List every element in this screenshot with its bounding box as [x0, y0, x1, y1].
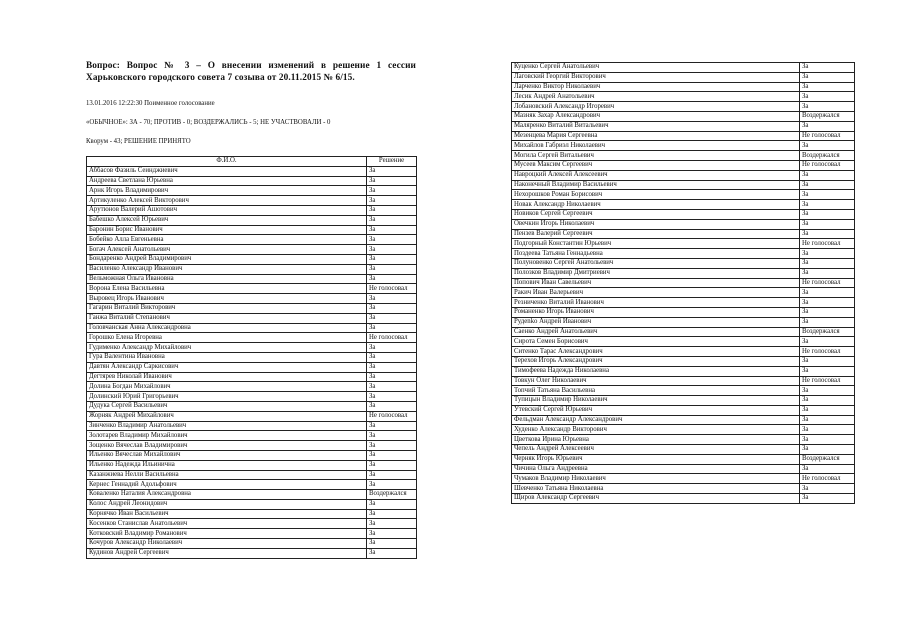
table-row [512, 249, 855, 259]
deputy-name: Зощенко Вячеслав Владимирович [87, 441, 367, 451]
table-row [87, 186, 417, 196]
vote-table-right [511, 62, 855, 504]
vote-decision: За [367, 245, 417, 255]
deputy-name: Зинченко Владимир Анатольевич [87, 421, 367, 431]
table-row [87, 176, 417, 186]
table-row [512, 209, 855, 219]
deputy-name: Арутюнов Валерий Ашотович [87, 205, 367, 215]
table-row [87, 499, 417, 509]
name-column-header: Ф.И.О. [87, 157, 367, 167]
vote-decision: За [800, 494, 855, 504]
table-row [87, 225, 417, 235]
deputy-name: Овечкин Игорь Николаевич [512, 219, 800, 229]
vote-decision: Не голосовал [800, 278, 855, 288]
table-row [87, 441, 417, 451]
vote-decision: За [800, 396, 855, 406]
deputy-name: Попович Иван Савельевич [512, 278, 800, 288]
vote-decision: За [800, 92, 855, 102]
table-row [512, 445, 855, 455]
vote-decision: Не голосовал [800, 131, 855, 141]
vote-decision: За [800, 405, 855, 415]
vote-decision: За [367, 313, 417, 323]
table-row [512, 396, 855, 406]
vote-decision: Не голосовал [800, 160, 855, 170]
deputy-name: Подгорный Константин Юрьевич [512, 239, 800, 249]
deputy-name: Кернес Геннадий Адольфович [87, 480, 367, 490]
deputy-name: Мезенцева Мария Сергеевна [512, 131, 800, 141]
deputy-name: Выровец Игорь Иванович [87, 294, 367, 304]
vote-decision: За [800, 415, 855, 425]
deputy-name: Нехорошков Роман Борисович [512, 190, 800, 200]
deputy-name: Кудинов Андрей Сергеевич [87, 548, 367, 558]
vote-decision: За [367, 431, 417, 441]
deputy-name: Андреева Светлана Юрьевна [87, 176, 367, 186]
table-row [512, 435, 855, 445]
table-row [87, 529, 417, 539]
deputy-name: Худенко Александр Викторович [512, 425, 800, 435]
deputy-name: Гагарин Виталий Викторович [87, 303, 367, 313]
vote-decision: За [367, 343, 417, 353]
table-row [512, 141, 855, 151]
table-row [87, 284, 417, 294]
vote-decision: Не голосовал [800, 239, 855, 249]
vote-decision: За [800, 366, 855, 376]
vote-decision: За [800, 72, 855, 82]
question-title: Вопрос: Вопрос № 3 – О внесении изменений в решение 1 сессии Харьковского городского совета 7 созыва от 20.11.2015 № 6/15. [86, 61, 416, 83]
deputy-name: Ворона Елена Васильевна [87, 284, 367, 294]
vote-decision: За [800, 180, 855, 190]
vote-decision: За [367, 254, 417, 264]
vote-decision: За [800, 317, 855, 327]
deputy-name: Аббасов Фазиль Сеинджиевич [87, 166, 367, 176]
vote-decision: За [367, 205, 417, 215]
table-row [87, 450, 417, 460]
vote-decision: За [367, 186, 417, 196]
table-row [512, 366, 855, 376]
vote-decision: Не голосовал [800, 474, 855, 484]
deputy-name: Корнячко Иван Васильевич [87, 509, 367, 519]
vote-decision: За [800, 219, 855, 229]
table-row [512, 160, 855, 170]
vote-decision: За [367, 450, 417, 460]
deputy-name: Рудenko Андрей Иванович [512, 317, 800, 327]
deputy-name: Фельдман Александр Александрович [512, 415, 800, 425]
deputy-name: Сирота Семен Борисович [512, 337, 800, 347]
table-row [87, 548, 417, 558]
vote-decision: За [800, 356, 855, 366]
table-row [512, 317, 855, 327]
table-row [87, 323, 417, 333]
table-row [87, 372, 417, 382]
vote-decision: За [367, 529, 417, 539]
vote-decision: За [367, 509, 417, 519]
vote-decision: За [800, 386, 855, 396]
vote-decision: За [367, 352, 417, 362]
deputy-name: Лесик Андрей Анатольевич [512, 92, 800, 102]
vote-decision: За [800, 249, 855, 259]
vote-decision: За [367, 519, 417, 529]
vote-decision: Воздержался [800, 151, 855, 161]
vote-decision: Воздержался [367, 490, 417, 500]
table-row [87, 205, 417, 215]
table-row [87, 303, 417, 313]
vote-decision: За [800, 209, 855, 219]
vote-decision: За [367, 323, 417, 333]
deputy-name: Куценко Сергей Анатольевич [512, 63, 800, 73]
table-row [512, 288, 855, 298]
deputy-name: Дегтярев Николай Иванович [87, 372, 367, 382]
deputy-name: Тупицын Владимир Николаевич [512, 396, 800, 406]
vote-decision: Не голосовал [800, 376, 855, 386]
table-row [512, 298, 855, 308]
deputy-name: Товкун Олег Николаевич [512, 376, 800, 386]
vote-decision: За [367, 372, 417, 382]
deputy-name: Могила Сергей Витальевич [512, 151, 800, 161]
table-row [87, 431, 417, 441]
deputy-name: Полуновенко Сергей Анатольевич [512, 258, 800, 268]
deputy-name: Казанжиева Нелли Васильевна [87, 470, 367, 480]
vote-decision: За [800, 141, 855, 151]
table-row [87, 509, 417, 519]
vote-decision: За [800, 288, 855, 298]
vote-decision: За [367, 382, 417, 392]
deputy-name: Чумаков Владимир Николаевич [512, 474, 800, 484]
vote-decision: За [367, 392, 417, 402]
table-row [512, 356, 855, 366]
deputy-name: Жорняк Андрей Михайлович [87, 411, 367, 421]
vote-table-left-body [87, 166, 417, 558]
deputy-name: Косенков Станислав Анатольевич [87, 519, 367, 529]
deputy-name: Лаговский Георгий Викторович [512, 72, 800, 82]
table-row [87, 382, 417, 392]
vote-decision: Не голосовал [367, 411, 417, 421]
table-row [512, 180, 855, 190]
table-row [87, 411, 417, 421]
table-row [87, 460, 417, 470]
deputy-name: Арнк Игорь Владимирович [87, 186, 367, 196]
quorum-result: Кворум - 43; РЕШЕНИЕ ПРИНЯТО [86, 138, 191, 145]
table-row [87, 352, 417, 362]
vote-decision: Воздержался [800, 327, 855, 337]
vote-decision: За [367, 470, 417, 480]
vote-datetime: 13.01.2016 12:22:30 Поименное голосование [86, 100, 215, 107]
vote-decision: За [800, 435, 855, 445]
deputy-name: Гудименко Александр Михайлович [87, 343, 367, 353]
deputy-name: Чичина Ольга Андреевна [512, 464, 800, 474]
vote-decision: За [800, 337, 855, 347]
table-row [512, 464, 855, 474]
document-header [86, 60, 416, 145]
table-row [512, 72, 855, 82]
deputy-name: Дудука Сергей Васильевич [87, 401, 367, 411]
table-row [512, 200, 855, 210]
table-row [512, 151, 855, 161]
vote-decision: За [800, 298, 855, 308]
deputy-name: Мазняк Захар Александрович [512, 111, 800, 121]
vote-decision: За [800, 200, 855, 210]
table-row [512, 376, 855, 386]
deputy-name: Романенко Игорь Иванович [512, 307, 800, 317]
deputy-name: Терехов Игорь Александрович [512, 356, 800, 366]
deputy-name: Навроцкий Алексей Алексеевич [512, 170, 800, 180]
table-row [512, 327, 855, 337]
vote-decision: За [800, 63, 855, 73]
deputy-name: Артикуленко Алексей Викторович [87, 196, 367, 206]
vote-table-left [86, 156, 417, 559]
deputy-name: Ильенко Надежда Ильинична [87, 460, 367, 470]
table-row [87, 539, 417, 549]
table-row [87, 519, 417, 529]
deputy-name: Бондаренко Андрей Владимирович [87, 254, 367, 264]
vote-decision: За [367, 225, 417, 235]
vote-decision: За [367, 196, 417, 206]
deputy-name: Топчий Татьяна Васильевна [512, 386, 800, 396]
table-row [87, 235, 417, 245]
vote-decision: За [800, 484, 855, 494]
deputy-name: Лобановский Александр Игоревич [512, 102, 800, 112]
table-row [87, 254, 417, 264]
vote-decision: За [800, 170, 855, 180]
deputy-name: Долина Богдан Михайлович [87, 382, 367, 392]
vote-decision: За [367, 539, 417, 549]
table-row [87, 480, 417, 490]
deputy-name: Колос Андрей Леонидович [87, 499, 367, 509]
vote-decision: За [367, 480, 417, 490]
deputy-name: Долинский Юрий Григорьевич [87, 392, 367, 402]
deputy-name: Полозков Владимир Дмитриевич [512, 268, 800, 278]
vote-decision: За [800, 464, 855, 474]
vote-decision: За [367, 548, 417, 558]
vote-decision: За [800, 102, 855, 112]
vote-decision: За [800, 190, 855, 200]
deputy-name: Головчанская Анна Александровна [87, 323, 367, 333]
deputy-name: Ракич Иван Валерьевич [512, 288, 800, 298]
vote-decision: Не голосовал [367, 284, 417, 294]
table-row [512, 405, 855, 415]
vote-decision: За [367, 303, 417, 313]
table-row [512, 425, 855, 435]
table-row [512, 121, 855, 131]
table-row [512, 131, 855, 141]
vote-decision: За [367, 264, 417, 274]
table-row [87, 421, 417, 431]
vote-decision: За [800, 425, 855, 435]
vote-decision: За [367, 215, 417, 225]
vote-decision: За [800, 229, 855, 239]
deputy-name: Богач Алексей Анатольевич [87, 245, 367, 255]
deputy-name: Бабешко Алексей Юрьевич [87, 215, 367, 225]
table-row [512, 239, 855, 249]
table-row [87, 245, 417, 255]
deputy-name: Пензев Валерий Сергеевич [512, 229, 800, 239]
deputy-name: Баронин Борис Иванович [87, 225, 367, 235]
table-row [512, 278, 855, 288]
deputy-name: Коваленко Наталия Александровна [87, 490, 367, 500]
vote-decision: За [367, 274, 417, 284]
deputy-name: Поздеева Татьяна Геннадьевна [512, 249, 800, 259]
table-row [87, 215, 417, 225]
deputy-name: Черняк Игорь Юрьевич [512, 454, 800, 464]
table-row [512, 268, 855, 278]
table-row [87, 264, 417, 274]
table-row [512, 63, 855, 73]
deputy-name: Кочуров Александр Николаевич [87, 539, 367, 549]
table-row [512, 92, 855, 102]
vote-decision: За [367, 166, 417, 176]
deputy-name: Горошко Елена Игоревна [87, 333, 367, 343]
deputy-name: Михайлов Габриэл Николаевич [512, 141, 800, 151]
vote-decision: Не голосовал [800, 347, 855, 357]
table-row [87, 313, 417, 323]
deputy-name: Щиров Александр Сергеевич [512, 494, 800, 504]
deputy-name: Тимофеева Надежда Николаевна [512, 366, 800, 376]
deputy-name: Новак Александр Николаевич [512, 200, 800, 210]
table-row [87, 333, 417, 343]
vote-decision: За [800, 307, 855, 317]
deputy-name: Вельможная Ольга Ивановна [87, 274, 367, 284]
deputy-name: Цветкова Ирина Юрьевна [512, 435, 800, 445]
table-header-row [87, 157, 417, 167]
deputy-name: Ларченко Виктор Николаевич [512, 82, 800, 92]
vote-decision: За [800, 445, 855, 455]
table-row [87, 470, 417, 480]
table-row [87, 166, 417, 176]
deputy-name: Гура Валентина Ивановна [87, 352, 367, 362]
deputy-name: Давтян Александр Саркисович [87, 362, 367, 372]
deputy-name: Ильенко Вячеслав Михайлович [87, 450, 367, 460]
deputy-name: Саенко Андрей Анатольевич [512, 327, 800, 337]
deputy-name: Ситенко Тарас Александрович [512, 347, 800, 357]
deputy-name: Бобейко Алла Евгеньевна [87, 235, 367, 245]
deputy-name: Резниченко Виталий Иванович [512, 298, 800, 308]
table-row [87, 490, 417, 500]
table-row [87, 343, 417, 353]
vote-decision: Не голосовал [367, 333, 417, 343]
deputy-name: Маляренко Виталий Витальевич [512, 121, 800, 131]
table-row [512, 190, 855, 200]
vote-decision: За [367, 460, 417, 470]
table-row [512, 415, 855, 425]
vote-decision: За [800, 82, 855, 92]
table-row [512, 484, 855, 494]
table-row [87, 362, 417, 372]
deputy-name: Новиков Сергей Сергеевич [512, 209, 800, 219]
table-row [512, 111, 855, 121]
table-row [87, 392, 417, 402]
table-row [512, 474, 855, 484]
vote-decision: За [367, 421, 417, 431]
deputy-name: Утевский Сергей Юрьевич [512, 405, 800, 415]
deputy-name: Золотарев Владимир Михайлович [87, 431, 367, 441]
table-row [512, 386, 855, 396]
table-row [512, 347, 855, 357]
table-row [512, 494, 855, 504]
vote-decision: Воздержался [800, 111, 855, 121]
deputy-name: Шевченко Татьяна Николаевна [512, 484, 800, 494]
table-row [512, 82, 855, 92]
table-row [512, 170, 855, 180]
deputy-name: Василенко Александр Иванович [87, 264, 367, 274]
deputy-name: Мусеев Максим Сергеевич [512, 160, 800, 170]
table-row [87, 294, 417, 304]
vote-decision: Воздержался [800, 454, 855, 464]
vote-decision: За [367, 294, 417, 304]
table-row [87, 401, 417, 411]
deputy-name: Котковский Владимир Романович [87, 529, 367, 539]
vote-decision: За [367, 176, 417, 186]
table-row [87, 274, 417, 284]
table-row [512, 229, 855, 239]
deputy-name: Наконечный Владимир Васильевич [512, 180, 800, 190]
table-row [512, 102, 855, 112]
vote-decision: За [367, 441, 417, 451]
deputy-name: Чепель Андрей Алексеевич [512, 445, 800, 455]
table-row [512, 219, 855, 229]
decision-column-header: Решение [367, 157, 417, 167]
vote-decision: За [367, 362, 417, 372]
vote-decision: За [800, 258, 855, 268]
vote-decision: За [367, 235, 417, 245]
table-row [512, 258, 855, 268]
table-row [512, 307, 855, 317]
vote-decision: За [367, 401, 417, 411]
table-row [512, 337, 855, 347]
vote-decision: За [800, 268, 855, 278]
vote-decision: За [367, 499, 417, 509]
table-row [87, 196, 417, 206]
table-row [512, 454, 855, 464]
vote-decision: За [800, 121, 855, 131]
vote-summary: «ОБЫЧНОЕ»: ЗА - 70; ПРОТИВ - 0; ВОЗДЕРЖАЛИСЬ - 5; НЕ УЧАСТВОВАЛИ - 0 [86, 119, 331, 126]
deputy-name: Ганжа Виталий Степанович [87, 313, 367, 323]
vote-table-right-body [512, 63, 855, 504]
